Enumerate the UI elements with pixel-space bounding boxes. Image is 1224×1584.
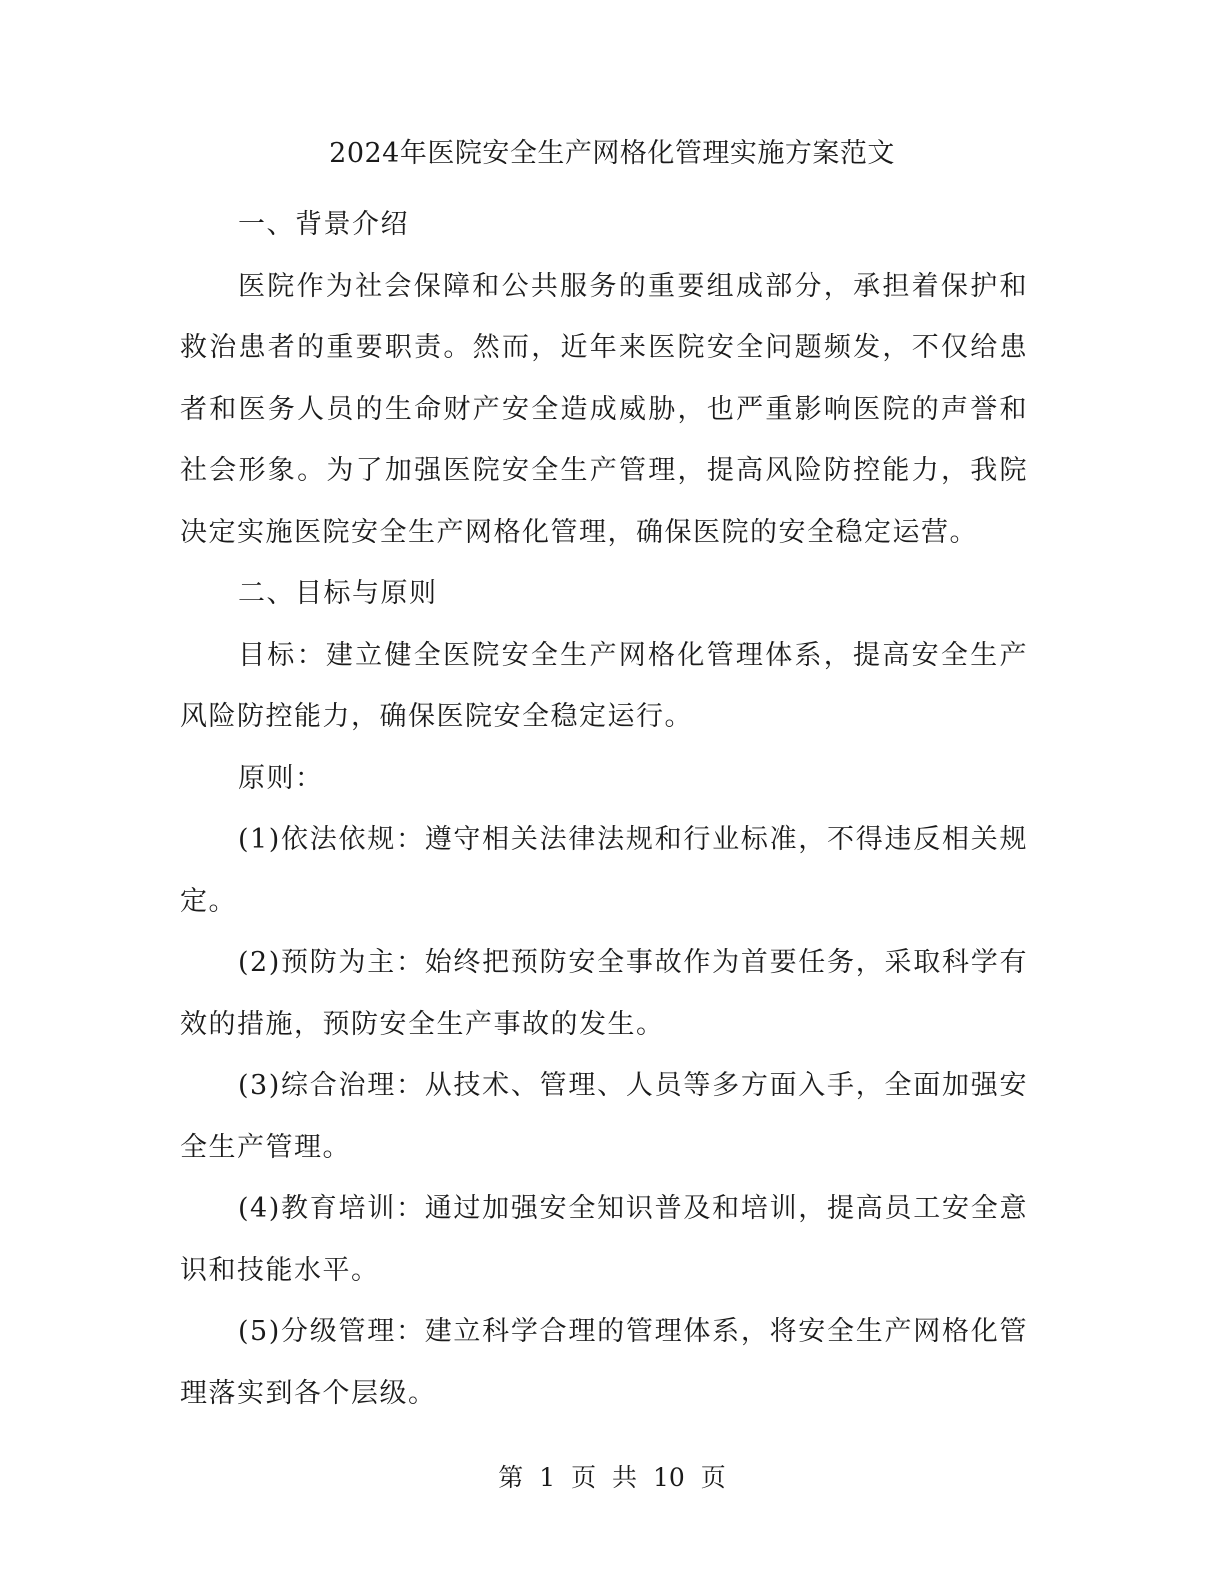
document-body bbox=[180, 194, 1028, 1424]
principle-item-2: (2)预防为主：始终把预防安全事故作为首要任务，采取科学有效的措施，预防安全生产事故的发生。 bbox=[180, 947, 1028, 1040]
paragraph-goal: 目标：建立健全医院安全生产网格化管理体系，提高安全生产风险防控能力，确保医院安全稳定运行。 bbox=[180, 639, 1028, 732]
principles-label: 原则： bbox=[238, 762, 324, 794]
document-title: 2024年医院安全生产网格化管理实施方案范文 bbox=[329, 138, 895, 169]
principle-item-1: (1)依法依规：遵守相关法律法规和行业标准，不得违反相关规定。 bbox=[180, 824, 1028, 917]
principle-item-5: (5)分级管理：建立科学合理的管理体系，将安全生产网格化管理落实到各个层级。 bbox=[180, 1316, 1028, 1409]
page-footer: 第 1 页 共 10 页 bbox=[498, 1463, 726, 1492]
paragraph-background: 医院作为社会保障和公共服务的重要组成部分，承担着保护和救治患者的重要职责。然而，近年来医院安全问题频发，不仅给患者和医务人员的生命财产安全造成威胁，也严重影响医院的声誉和社会形象。为了加强医院安全生产管理，提高风险防控能力，我院决定实施医院安全生产网格化管理，确保医院的安全稳定运营。 bbox=[180, 270, 1028, 548]
principle-item-3: (3)综合治理：从技术、管理、人员等多方面入手，全面加强安全生产管理。 bbox=[180, 1070, 1028, 1163]
section-heading-background: 一、背景介绍 bbox=[238, 209, 409, 240]
section-heading-goals: 二、目标与原则 bbox=[238, 578, 438, 609]
principle-item-4: (4)教育培训：通过加强安全知识普及和培训，提高员工安全意识和技能水平。 bbox=[180, 1193, 1028, 1286]
